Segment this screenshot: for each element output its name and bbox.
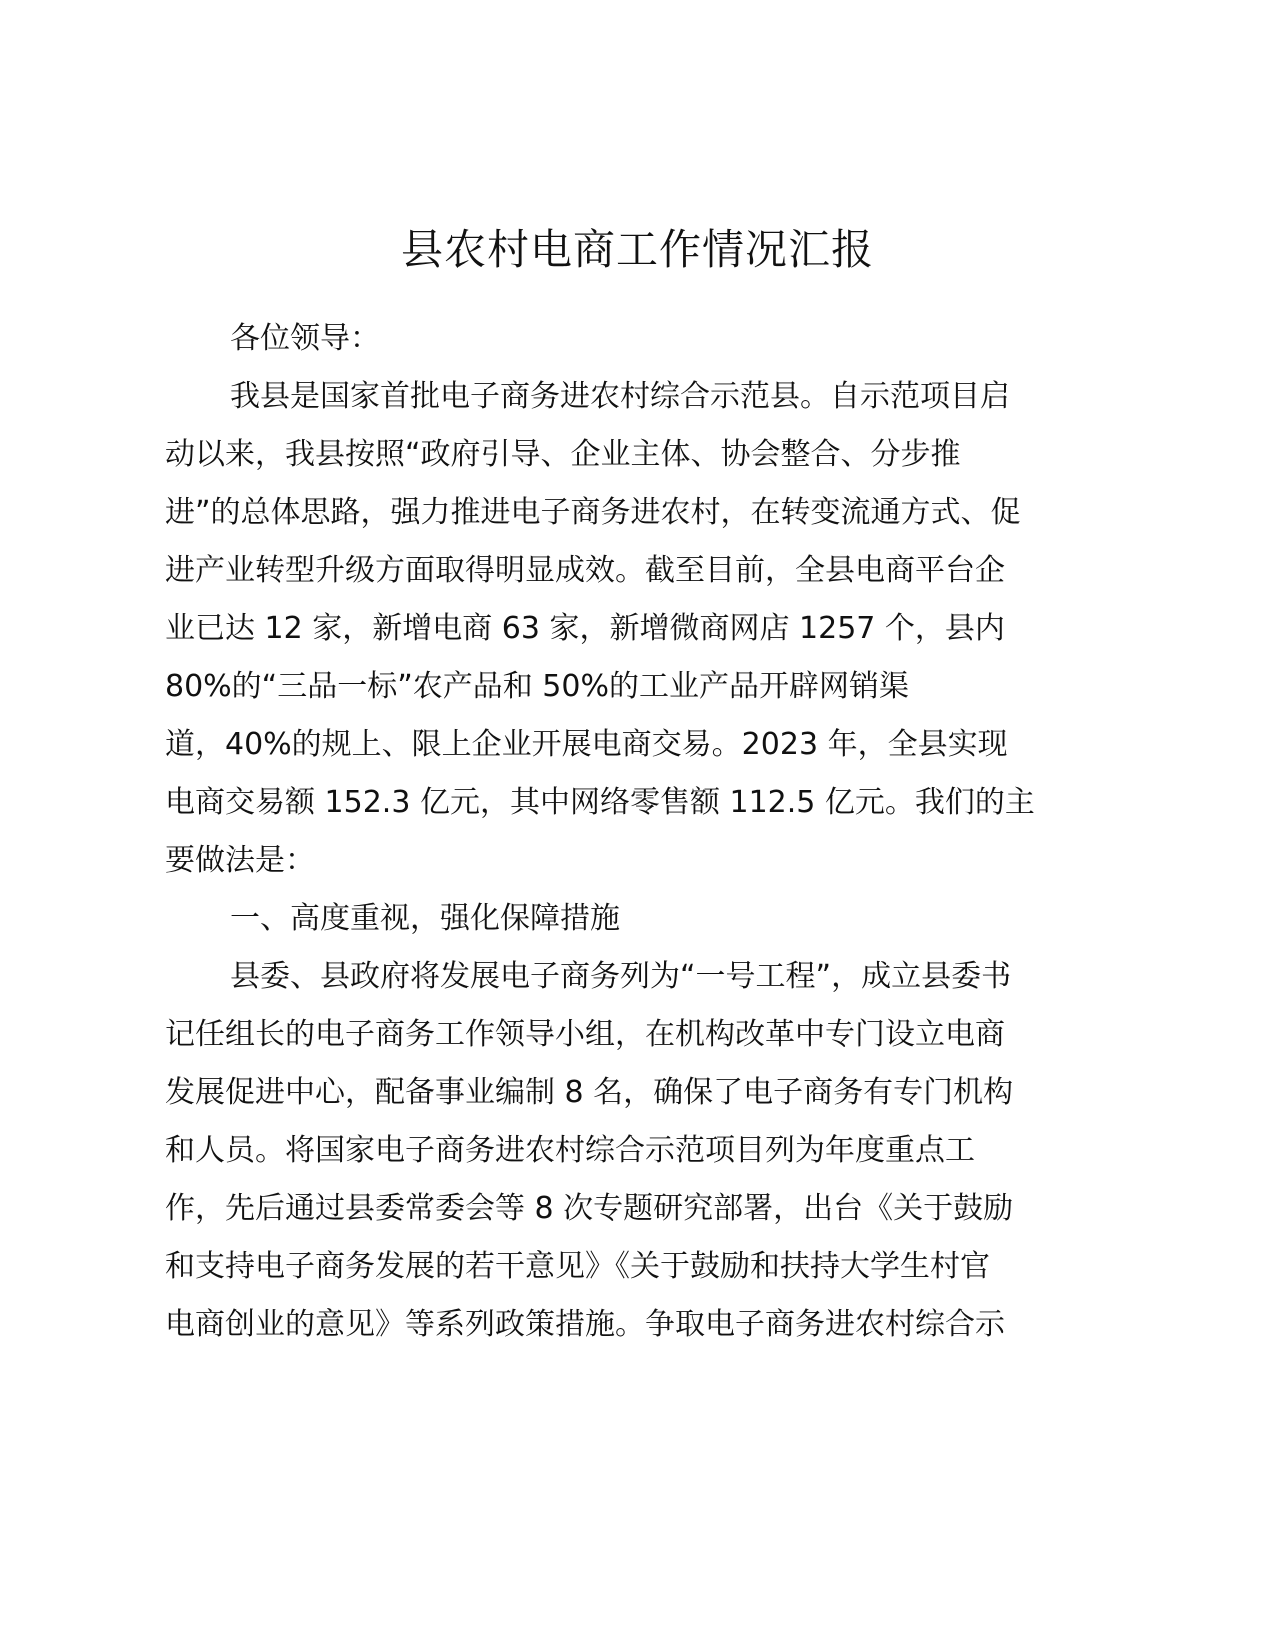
salutation-line: 各位领导： [230, 321, 380, 356]
paragraph-line: 电商交易额 152.3 亿元，其中网络零售额 112.5 亿元。我们的主 [165, 785, 1035, 820]
document-body [165, 310, 1115, 1354]
paragraph-line: 要做法是： [165, 843, 315, 878]
paragraph-line: 县委、县政府将发展电子商务列为“一号工程”，成立县委书 [230, 959, 1012, 994]
paragraph-line: 作，先后通过县委常委会等 8 次专题研究部署，出台《关于鼓励 [165, 1191, 1014, 1226]
paragraph-line: 进”的总体思路，强力推进电子商务进农村，在转变流通方式、促 [165, 495, 1021, 530]
paragraph-line: 业已达 12 家，新增电商 63 家，新增微商网店 1257 个，县内 [165, 611, 1005, 646]
paragraph-line: 进产业转型升级方面取得明显成效。截至目前，全县电商平台企 [165, 553, 1005, 588]
paragraph-line: 和人员。将国家电子商务进农村综合示范项目列为年度重点工 [165, 1133, 975, 1168]
section-heading: 一、高度重视，强化保障措施 [230, 901, 620, 936]
paragraph-line: 80%的“三品一标”农产品和 50%的工业产品开辟网销渠 [165, 669, 909, 704]
document-title: 县农村电商工作情况汇报 [400, 225, 874, 274]
paragraph-line: 我县是国家首批电子商务进农村综合示范县。自示范项目启 [230, 379, 1010, 414]
paragraph-line: 记任组长的电子商务工作领导小组，在机构改革中专门设立电商 [165, 1017, 1005, 1052]
paragraph-line: 道，40%的规上、限上企业开展电商交易。2023 年，全县实现 [165, 727, 1008, 762]
paragraph-line: 和支持电子商务发展的若干意见》《关于鼓励和扶持大学生村官 [165, 1249, 990, 1284]
paragraph-line: 电商创业的意见》等系列政策措施。争取电子商务进农村综合示 [165, 1307, 1005, 1342]
paragraph-line: 发展促进中心，配备事业编制 8 名，确保了电子商务有专门机构 [165, 1075, 1014, 1110]
paragraph-line: 动以来，我县按照“政府引导、企业主体、协会整合、分步推 [165, 437, 961, 472]
